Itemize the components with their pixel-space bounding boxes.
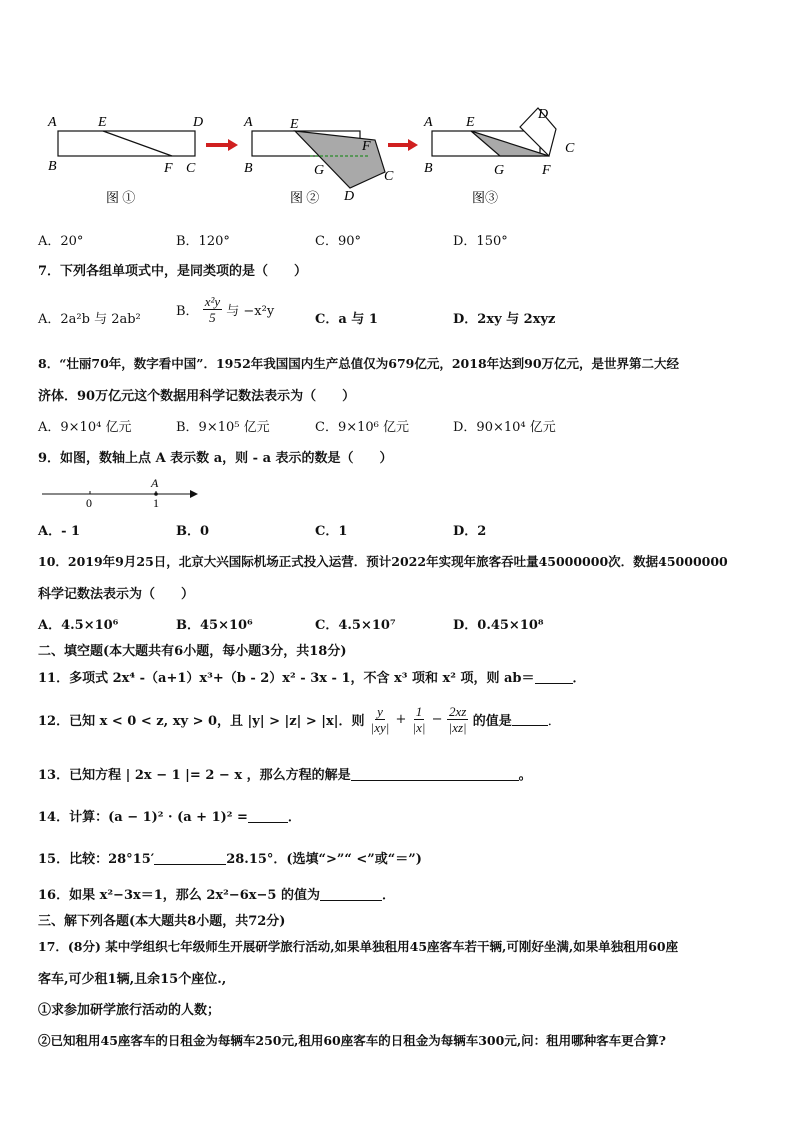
- q7-option-c: C．a 与 1: [315, 312, 378, 327]
- arrow-2-icon: [388, 139, 418, 151]
- fig2-label-f: F: [362, 139, 371, 154]
- q17-line3: ①求参加研学旅行活动的人数；: [38, 1003, 221, 1018]
- q8-option-a: A．9×10⁴ 亿元: [38, 420, 132, 435]
- q6-option-d: D．150°: [453, 234, 508, 249]
- figure-1: [47, 115, 203, 205]
- q13-answer-blank: [351, 768, 519, 781]
- figure-3: [423, 107, 575, 205]
- q12-fraction-1: [369, 704, 392, 735]
- q9-option-a: A．- 1: [38, 524, 81, 539]
- fig1-label-d: D: [193, 115, 204, 130]
- q9-option-c: C．1: [315, 524, 348, 539]
- q15-prefix: 15．比较：28°15′: [38, 852, 155, 867]
- fig2-label-b: B: [244, 161, 253, 176]
- q15-middle: 28.15°．(选填“>”“ <”或“＝”): [226, 852, 422, 867]
- fig2-label-c: C: [384, 169, 394, 184]
- q17-line1: 17．(8分) 某中学组织七年级师生开展研学旅行活动,如果单独租用45座客车若干辆,可刚好坐满,如果单独租用60座: [38, 939, 679, 954]
- q12-fraction-3: [447, 704, 469, 735]
- q6-option-c: C．90°: [315, 234, 361, 249]
- q7-option-b-denominator: 5: [209, 310, 216, 325]
- q7-option-b-fraction: [203, 294, 222, 325]
- fig1-caption: 图 ①: [106, 190, 136, 205]
- q12-fraction-2: [411, 704, 428, 735]
- q7-stem: 7．下列各组单项式中，是同类项的是（ ）: [38, 264, 308, 279]
- q10-stem-line1: 10．2019年9月25日，北京大兴国际机场正式投入运营．预计2022年实现年旅客吞吐量45000000次．数据45000000: [38, 554, 728, 569]
- q12-suffix: 的值是: [472, 714, 512, 729]
- fig3-label-b: B: [424, 161, 433, 176]
- q10-option-a: A．4.5×10⁶: [38, 618, 119, 633]
- q12-minus: −: [431, 712, 443, 727]
- q12-answer-blank: [512, 713, 548, 726]
- q10-option-b: B．45×10⁶: [176, 618, 253, 633]
- q7-option-b: [176, 294, 274, 325]
- fig1-label-f: F: [164, 161, 173, 176]
- q7-option-b-numerator: x²y: [204, 294, 221, 309]
- q12-fraction-1-denominator: |xy|: [370, 720, 390, 735]
- q6-option-b: B．120°: [176, 234, 230, 249]
- q8-stem-line2: 济体．90万亿元这个数据用科学记数法表示为（ ）: [38, 389, 356, 404]
- fig2-label-g: G: [314, 163, 325, 178]
- q8-option-c: C．9×10⁶ 亿元: [315, 420, 409, 435]
- fig1-label-c: C: [186, 161, 196, 176]
- q14-answer-blank: [248, 810, 288, 823]
- q12-fraction-2-denominator: |x|: [412, 720, 426, 735]
- q11-answer-blank: [535, 671, 573, 684]
- q10-option-d: D．0.45×10⁸: [453, 618, 544, 633]
- q12-plus: +: [395, 712, 407, 727]
- q13-suffix: 。: [518, 768, 532, 783]
- fig3-label-c: C: [565, 141, 575, 156]
- fig1-label-a: A: [48, 115, 57, 130]
- q12-fraction-1-numerator: y: [377, 704, 383, 719]
- fig2-label-a: A: [244, 115, 253, 130]
- q14: [38, 806, 301, 825]
- q8-option-b: B．9×10⁵ 亿元: [176, 420, 270, 435]
- fig1-label-b: B: [48, 159, 57, 174]
- fig3-label-d: D: [538, 107, 549, 122]
- q11-text: 11．多项式 2x⁴ -（a+1）x³+（b - 2）x² - 3x - 1，不含 x³ 项和 x² 项，则 ab＝: [38, 671, 535, 686]
- q15-answer-blank: [154, 852, 226, 865]
- q9-option-b: B．0: [176, 524, 210, 539]
- figure-2: [243, 115, 394, 205]
- folding-figure: [0, 0, 794, 215]
- q7-option-b-prefix: B．: [176, 304, 199, 319]
- q10-option-c: C．4.5×10⁷: [315, 618, 396, 633]
- q7-option-d: D．2xy 与 2xyz: [453, 312, 556, 327]
- q14-suffix: ．: [287, 810, 301, 825]
- fig3-label-f: F: [542, 163, 551, 178]
- q13: [38, 764, 532, 783]
- fig3-caption: 图③: [472, 190, 499, 205]
- fig2-caption: 图 ②: [290, 190, 320, 205]
- q16-suffix: ．: [381, 888, 395, 903]
- q6-option-a: A．20°: [38, 234, 84, 249]
- number-line: [38, 474, 238, 514]
- q12-prefix: 12．已知 x < 0 < z, xy > 0，且 |y| > |z| > |x|．则: [38, 714, 365, 729]
- q13-prefix: 13．已知方程 | 2x − 1 |= 2 − x ，那么方程的解是: [38, 768, 351, 783]
- q12: 12．已知 x < 0 < z, xy > 0，且 |y| > |z| > |x|．则 $\frac{y}{|xy|}$ + $\frac{1}{|x|}$ − $\frac{2xz}{|xz|}$ 的值是 ．: [38, 704, 561, 735]
- number-line-zero: 0: [86, 496, 92, 510]
- q17-line4: ②已知租用45座客车的日租金为每辆车250元,租用60座客车的日租金为每辆车300元,问：租用哪种客车更合算?: [38, 1033, 667, 1048]
- fig3-label-g: G: [494, 163, 505, 178]
- q8-option-d: D．90×10⁴ 亿元: [453, 420, 556, 435]
- q16: [38, 884, 395, 903]
- q11: 11．多项式 2x⁴ -（a+1）x³+（b - 2）x² - 3x - 1，不含 x³ 项和 x² 项，则 ab＝ ．: [38, 671, 586, 686]
- q17-line2: 客车,可少租1辆,且余15个座位.,: [38, 972, 227, 987]
- section-3-heading: 三、解下列各题(本大题共8小题，共72分): [38, 914, 286, 929]
- number-line-one: 1: [153, 496, 159, 510]
- q12-fraction-3-numerator: 2xz: [448, 704, 467, 719]
- arrow-1-icon: [206, 139, 238, 151]
- q12-fraction-3-denominator: |xz|: [448, 720, 467, 735]
- q16-answer-blank: [320, 888, 382, 901]
- q9-stem: 9．如图，数轴上点 A 表示数 a，则 - a 表示的数是（ ）: [38, 451, 393, 466]
- q7-option-a: A．2a²b 与 2ab²: [38, 312, 141, 327]
- q10-stem-line2: 科学记数法表示为（ ）: [38, 587, 195, 602]
- fig3-label-a: A: [424, 115, 433, 130]
- q7-option-b-suffix: 与 −x²y: [226, 304, 275, 319]
- q9-option-d: D．2: [453, 524, 487, 539]
- fig2-label-e: E: [290, 117, 299, 132]
- q12-fraction-2-numerator: 1: [415, 704, 423, 719]
- q8-stem-line1: 8．“壮丽70年，数字看中国”．1952年我国国内生产总值仅为679亿元，2018年达到90万亿元，是世界第二大经: [38, 356, 680, 371]
- fig2-label-d: D: [344, 189, 355, 204]
- q14-prefix: 14．计算：(a − 1)² · (a + 1)² =: [38, 810, 248, 825]
- fig3-label-e: E: [466, 115, 475, 130]
- section-2-heading: 二、填空题(本大题共有6小题，每小题3分，共18分): [38, 644, 347, 659]
- q15: [38, 848, 422, 867]
- fig1-label-e: E: [98, 115, 107, 130]
- number-line-point-a: A: [151, 476, 159, 490]
- q16-prefix: 16．如果 x²−3x＝1，那么 2x²−6x−5 的值为: [38, 888, 320, 903]
